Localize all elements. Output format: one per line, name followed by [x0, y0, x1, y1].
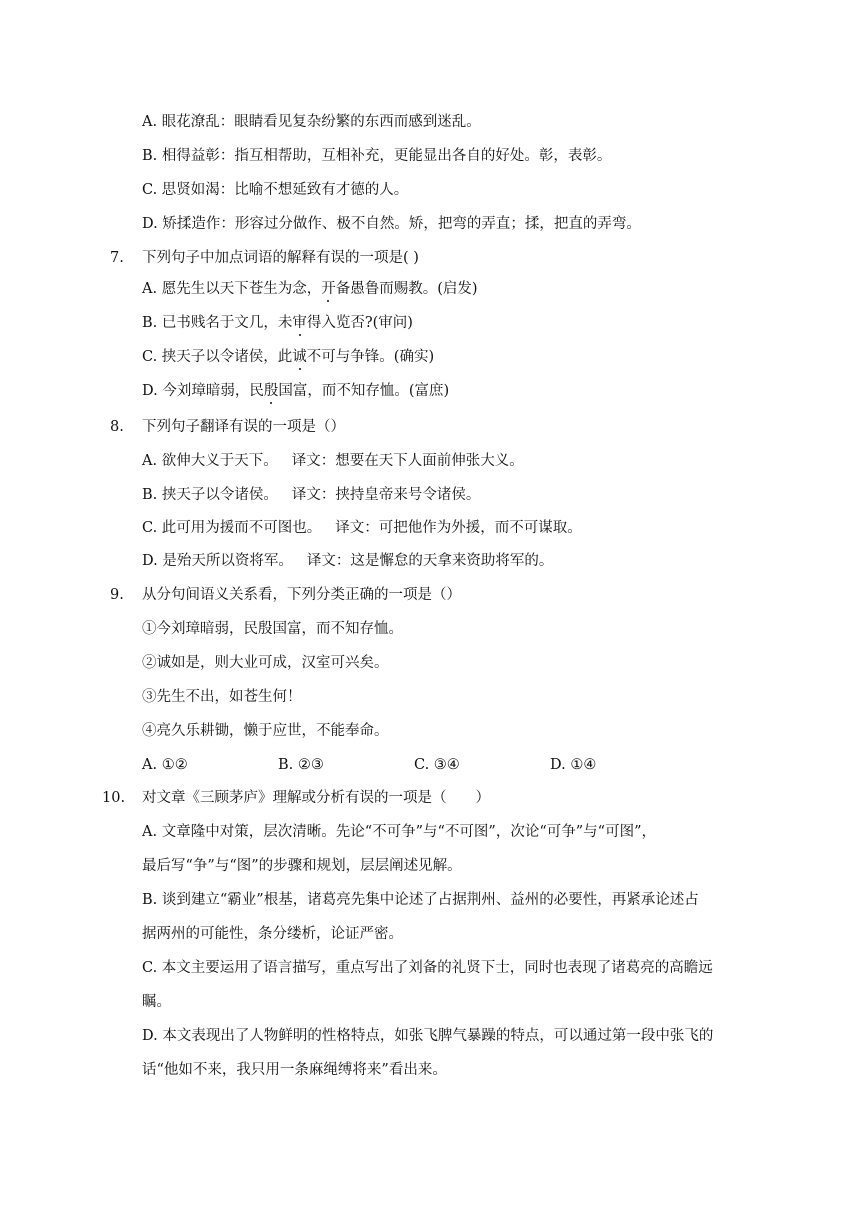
option-translation: 译文：可把他作为外援，而不可谋取。: [335, 520, 582, 536]
q9-number: 9.: [110, 587, 124, 603]
q7-number: 7.: [110, 250, 124, 266]
q7-option-c: [142, 347, 434, 367]
q8-option-a: [142, 451, 524, 471]
q8-stem: 下列句子翻译有误的一项是（）: [142, 419, 345, 435]
q10-option-d-line2: 话“他如不来，我只用一条麻绳缚将来”看出来。: [142, 1062, 447, 1078]
q9-choice-b: B. ②③: [278, 757, 324, 773]
q9-sentence-2: ②诚如是，则大业可成，汉室可兴矣。: [142, 655, 389, 671]
q9-choice-c: C. ③④: [414, 757, 460, 773]
option-label: A.: [142, 281, 158, 297]
q6-option-d: D. 矫揉造作：形容过分做作、极不自然。矫，把弯的弄直；揉，把直的弄弯。: [142, 216, 641, 232]
option-sentence: B. 挟天子以令诸侯。: [142, 487, 278, 503]
dotted-word: 开: [321, 281, 336, 297]
q9-sentence-4: ④亮久乐耕锄，懒于应世，不能奉命。: [142, 723, 389, 739]
option-text-post: 不可与争锋。(确实): [306, 349, 435, 365]
q8-number: 8.: [110, 419, 124, 435]
q10-option-b-line2: 据两州的可能性，条分缕析，论证严密。: [142, 926, 403, 942]
q10-option-c-line1: C. 本文主要运用了语言描写，重点写出了刘备的礼贤下士，同时也表现了诸葛亮的高瞻远: [142, 960, 713, 976]
option-text-post: 得入览否?(审问): [306, 315, 413, 331]
option-label: D.: [142, 383, 158, 399]
q10-option-d-line1: D. 本文表现出了人物鲜明的性格特点，如张飞脾气暴躁的特点，可以通过第一段中张飞的: [142, 1028, 714, 1044]
q9-choice-a: A. ①②: [142, 757, 188, 773]
dotted-word: 殷: [263, 383, 279, 399]
q8-option-c: [142, 518, 582, 538]
q9-choice-d: D. ①④: [550, 757, 597, 773]
q10-option-c-line2: 瞩。: [142, 994, 171, 1010]
q10-option-b-line1: B. 谈到建立“霸业”根基，诸葛亮先集中论述了占据荆州、益州的必要性，再紧承论述占: [142, 892, 699, 908]
option-text-pre: 已书贱名于文几，未: [161, 315, 293, 331]
option-sentence: A. 欲伸大义于天下。: [142, 453, 278, 469]
dotted-word: 审: [292, 315, 307, 331]
q9-sentence-3: ③先生不出，如苍生何！: [142, 689, 302, 705]
q7-option-d: [142, 381, 449, 401]
option-text-pre: 愿先生以天下苍生为念，: [161, 281, 322, 297]
option-text-post: 备愚鲁而赐教。(启发): [335, 281, 478, 297]
option-text-pre: 今刘璋暗弱，民: [162, 383, 264, 399]
option-text-post: 国富，而不知存恤。(富庶): [278, 383, 450, 399]
option-translation: 译文：挟持皇帝来号令诸侯。: [291, 487, 481, 503]
option-translation: 译文：想要在天下人面前伸张大义。: [291, 453, 524, 469]
q10-number: 10.: [102, 790, 126, 806]
dotted-word: 诚: [292, 349, 307, 365]
q9-sentence-1: ①今刘璋暗弱，民殷国富，而不知存恤。: [142, 621, 403, 637]
option-translation: 译文：这是懈怠的天拿来资助将军的。: [306, 553, 554, 569]
option-sentence: C. 此可用为援而不可图也。: [142, 520, 322, 536]
q6-option-a: A. 眼花潦乱：眼睛看见复杂纷繁的东西而感到迷乱。: [142, 114, 481, 130]
q7-stem: 下列句子中加点词语的解释有误的一项是( ): [142, 250, 419, 266]
q6-option-b: B. 相得益彰：指互相帮助，互相补充，更能显出各自的好处。彰，表彰。: [142, 148, 612, 164]
q7-option-a: [142, 279, 478, 299]
q9-stem: 从分句间语义关系看，下列分类正确的一项是（）: [142, 587, 461, 603]
q6-option-c: C. 思贤如渴：比喻不想延致有才德的人。: [142, 182, 409, 198]
q10-option-a-line1: A. 文章隆中对策，层次清晰。先论“不可争”与“不可图”，次论“可争”与“可图”，: [142, 824, 656, 840]
option-label: B.: [142, 315, 158, 331]
option-sentence: D. 是殆天所以资将军。: [142, 553, 293, 569]
q8-option-b: [142, 485, 480, 505]
q7-option-b: [142, 313, 413, 333]
q8-option-d: [142, 551, 553, 571]
option-label: C.: [142, 349, 158, 365]
option-text-pre: 挟天子以令诸侯，此: [161, 349, 293, 365]
q10-option-a-line2: 最后写“争”与“图”的步骤和规划，层层阐述见解。: [142, 858, 462, 874]
q10-stem: 对文章《三顾茅庐》理解或分析有误的一项是（ ）: [142, 790, 490, 806]
